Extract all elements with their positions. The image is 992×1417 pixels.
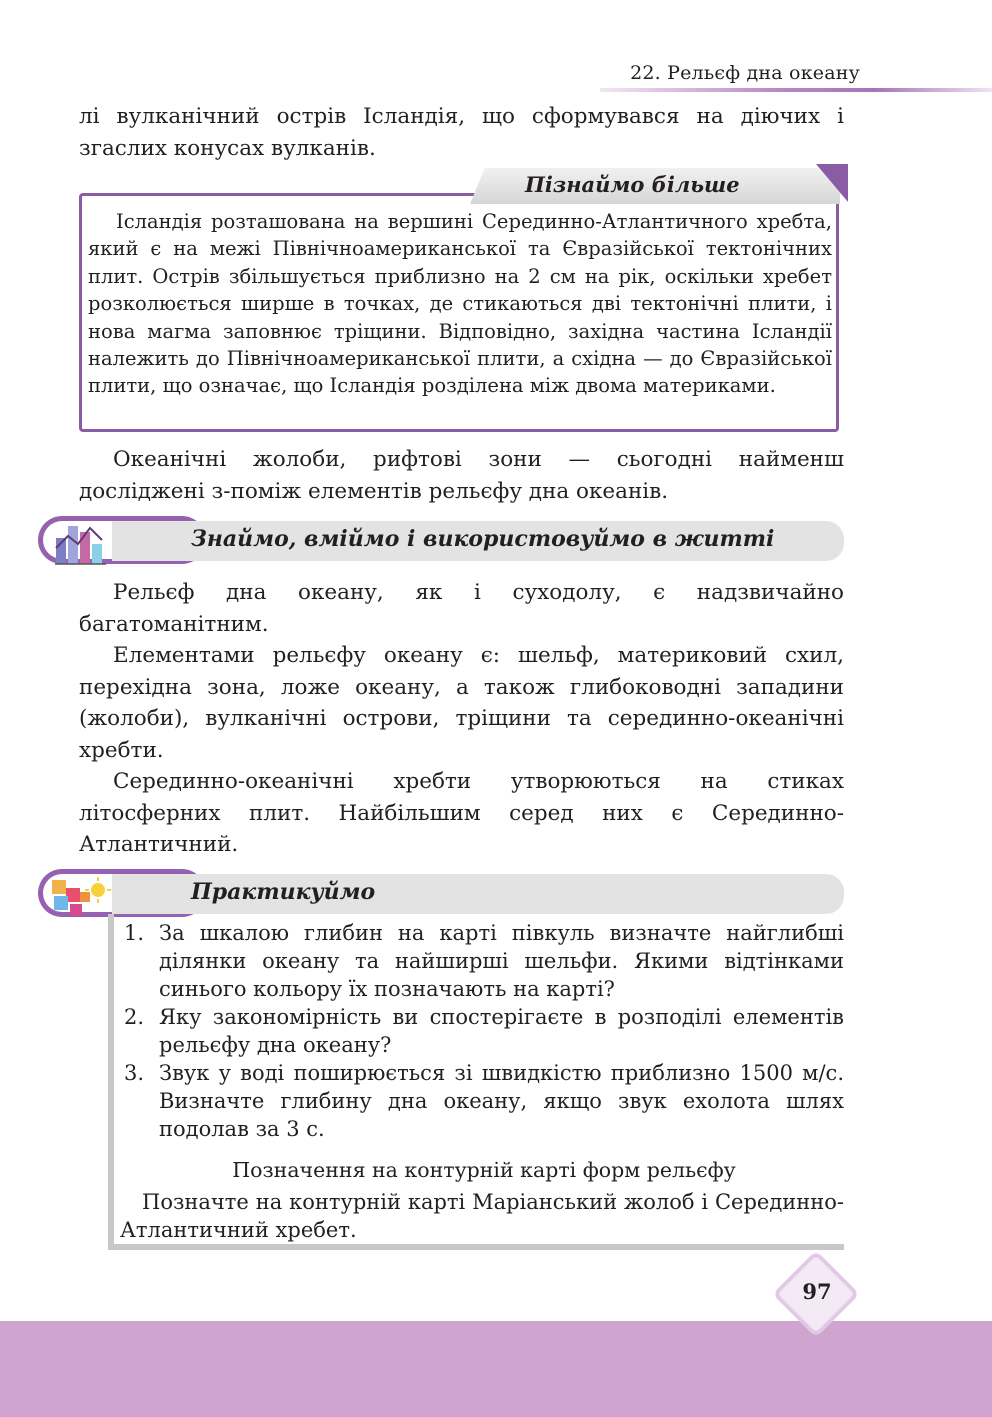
know-more-title: Пізнаймо більше: [525, 172, 740, 197]
running-header: 22. Рельєф дна океану: [630, 62, 860, 84]
paragraph-mid-ocean-ridges: Серединно-океанічні хребти утворюються на стиках літосферних плит. Найбільшим серед них є Серединно-Атлантичний.: [79, 769, 844, 857]
know-more-text: Ісландія розташована на вершині Серединно-Атлантичного хребта, який є на межі Північноамериканської та Євразійської тектонічних плит. Острів збільшується приблизно на 2 см на рік, оскільки хребет розколюється ширше в точках, де стикаються дві тектонічні плити, і нова магма заповнює тріщини. Відповідно, західна частина Ісландії належить до Північноамериканської плити, а східна — до Євразійської плити, що означає, що Ісландія розділена між двома материками.: [88, 210, 832, 398]
puzzle-icon: [48, 874, 112, 922]
task-text: За шкалою глибин на карті півкуль визначте найглибші ділянки океану та найширші шельфи. Якими відтінками синього кольору їх позначають на карті?: [159, 921, 844, 1001]
section-know-body: [79, 577, 844, 861]
trenches-paragraph: Океанічні жолоби, рифтові зони — сьогодні найменш досліджені з-поміж елементів рельєфу дна океанів.: [79, 447, 844, 504]
intro-paragraph: [79, 101, 844, 164]
task-item: [124, 1003, 844, 1059]
intro-line-1: лі вулканічний острів Ісландія, що сформувався на діючих і: [79, 104, 844, 129]
task-number: 1.: [124, 921, 145, 945]
task-text: Звук у воді поширюється зі швидкістю приблизно 1500 м/с. Визначте глибину дна океану, якщо звук ехолота шлях подолав за 3 с.: [159, 1061, 844, 1141]
know-more-box: [79, 193, 839, 432]
task-item: [124, 919, 844, 1003]
paragraph-relief-elements: Елементами рельєфу океану є: шельф, материковий схил, перехідна зона, ложе океану, а також глибоководні западини (жолоби), вулканічні острови, тріщини та серединно-океанічні хребти.: [79, 643, 844, 763]
task-number: 3.: [124, 1061, 145, 1085]
practice-tasks: [120, 919, 844, 1244]
map-task-title: Позначення на контурній карті форм рельєфу: [232, 1158, 736, 1182]
task-number: 2.: [124, 1005, 145, 1029]
paragraph-relief-diversity: Рельєф дна океану, як і суходолу, є надзвичайно багатоманітним.: [79, 580, 844, 637]
intro-line-2: згаслих конусах вулканів.: [79, 135, 376, 161]
chart-icon: [54, 518, 110, 566]
section-practice-title: Практикуймо: [191, 879, 376, 905]
trenches-paragraph-block: [79, 444, 844, 507]
section-know-title: Знаймо, вміймо і використовуймо в житті: [191, 526, 775, 552]
page-footer: [0, 1321, 992, 1417]
page-number: 97: [802, 1279, 832, 1304]
map-task-text: Позначте на контурній карті Маріанський жолоб і Серединно-Атлантичний хребет.: [120, 1190, 844, 1242]
task-item: [124, 1059, 844, 1143]
header-divider: [600, 88, 992, 92]
task-text: Яку закономірність ви спостерігаєте в розподілі елементів рельєфу дна океану?: [159, 1005, 844, 1057]
